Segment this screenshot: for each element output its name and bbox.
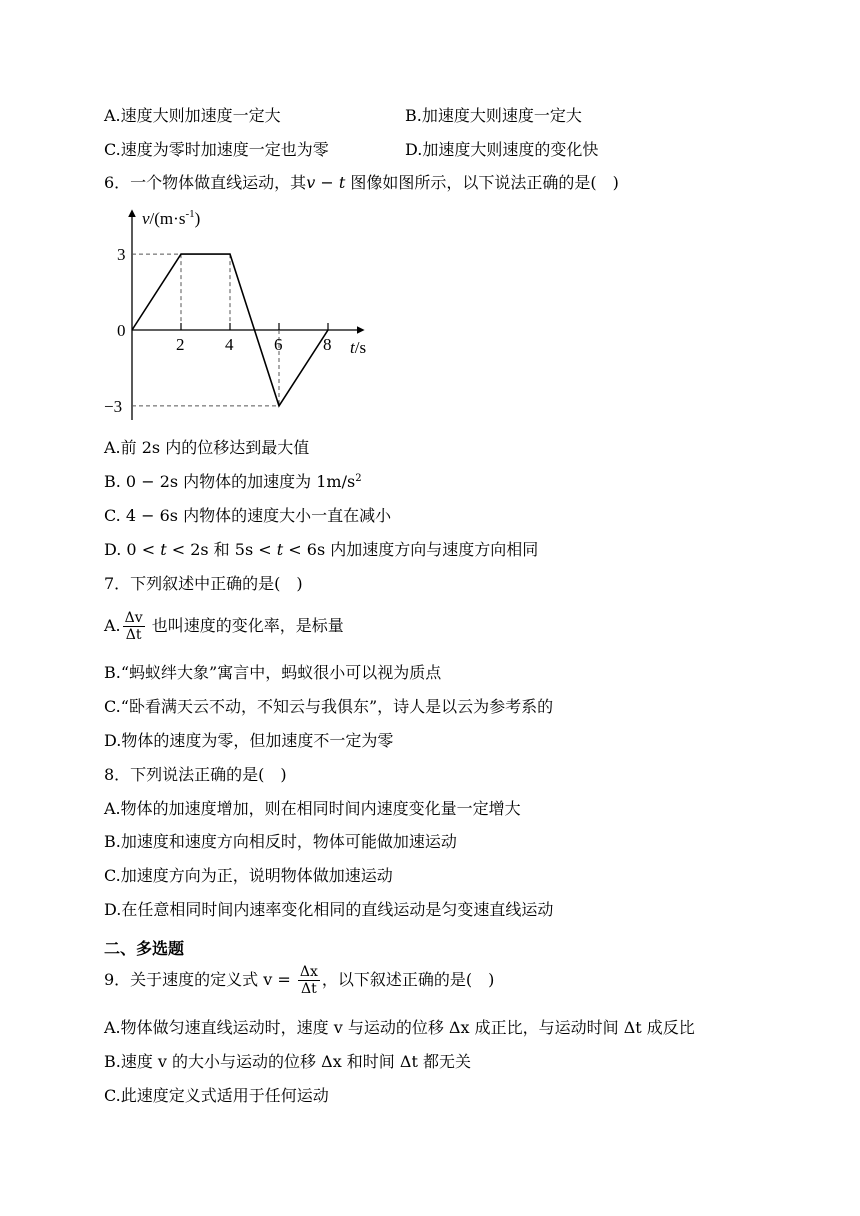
- y-axis-label-sup: -1: [185, 208, 195, 220]
- q7-option-b: B.“蚂蚁绊大象”寓言中，蚂蚁很小可以视为质点: [104, 663, 442, 682]
- q6-stem-prefix: 6．一个物体做直线运动，其: [104, 173, 307, 192]
- q9-stem-pre: 9．关于速度的定义式 v =: [104, 970, 296, 989]
- y-tick-label: 3: [117, 245, 126, 265]
- section-heading: 二、多选题: [104, 939, 185, 958]
- q7-option-a-pre: A.: [104, 616, 121, 635]
- q8-stem: 8．下列说法正确的是( ): [104, 765, 287, 784]
- q9-fraction: [298, 964, 320, 997]
- q6-option-d-var1: t: [160, 540, 167, 559]
- q9-option-a: A.物体做匀速直线运动时，速度 v 与运动的位移 Δx 成正比，与运动时间 Δt 成反比: [104, 1018, 695, 1037]
- q7-option-a: [104, 608, 344, 644]
- q6-option-b-text: B. 0 − 2s 内物体的加速度为 1m/s: [104, 472, 356, 491]
- q6-option-c: C. 4 − 6s 内物体的速度大小一直在减小: [104, 506, 392, 525]
- q9-fraction-den: Δt: [301, 981, 317, 997]
- q6-option-d-mid: < 2s 和 5s <: [166, 540, 277, 559]
- y-tick-label: 0: [117, 321, 126, 340]
- q5-option-b: B.加速度大则速度一定大: [405, 106, 582, 125]
- q7-fraction: [123, 610, 145, 643]
- q6-option-d-var2: t: [276, 540, 284, 559]
- q6-option-a: A.前 2s 内的位移达到最大值: [104, 438, 310, 457]
- q7-stem: 7．下列叙述中正确的是( ): [104, 574, 303, 593]
- q7-option-a-post: 也叫速度的变化率，是标量: [146, 616, 344, 635]
- q8-option-b: B.加速度和速度方向相反时，物体可能做加速运动: [104, 832, 457, 851]
- q9-option-b: B.速度 v 的大小与运动的位移 Δx 和时间 Δt 都无关: [104, 1052, 471, 1071]
- q7-fraction-num: Δv: [124, 610, 143, 626]
- q5-option-c: C.速度为零时加速度一定也为零: [104, 140, 329, 159]
- q9-option-c: C.此速度定义式适用于任何运动: [104, 1086, 329, 1105]
- x-axis-label: [350, 338, 366, 357]
- x-tick-label: 8: [323, 335, 332, 354]
- y-tick-label: −3: [104, 396, 123, 416]
- y-axis-label-close: ): [194, 209, 201, 228]
- x-tick-label: 4: [225, 335, 234, 354]
- q6-stem-var-t: t: [338, 173, 346, 192]
- y-axis-label-rest: /(m·s: [149, 209, 186, 228]
- q6-stem: [104, 173, 619, 193]
- q6-option-d-post: < 6s 内加速度方向与速度方向相同: [283, 540, 539, 559]
- x-tick-label: 6: [274, 335, 283, 354]
- q6-option-b: [104, 472, 362, 492]
- q9-stem-post: ，以下叙述正确的是( ): [321, 970, 495, 989]
- q8-option-a: A.物体的加速度增加，则在相同时间内速度变化量一定增大: [104, 799, 521, 818]
- q6-stem-var-v: v: [306, 173, 316, 192]
- q6-option-d: [104, 540, 538, 560]
- q5-option-a: A.速度大则加速度一定大: [104, 106, 281, 125]
- q8-option-d: D.在任意相同时间内速率变化相同的直线运动是匀变速直线运动: [104, 900, 554, 919]
- x-tick-label: 2: [176, 335, 185, 354]
- velocity-time-graph: [104, 200, 384, 430]
- q6-stem-suffix: 图像如图所示，以下说法正确的是( ): [345, 173, 619, 192]
- y-axis-label-var: v: [142, 209, 150, 228]
- q9-fraction-num: Δx: [299, 964, 318, 980]
- q6-option-b-sup: 2: [355, 473, 362, 484]
- q7-option-d: D.物体的速度为零，但加速度不一定为零: [104, 731, 394, 750]
- q5-option-d: D.加速度大则速度的变化快: [405, 140, 599, 159]
- q7-option-c: C.“卧看满天云不动，不知云与我俱东”，诗人是以云为参考系的: [104, 697, 554, 716]
- q9-stem: [104, 962, 494, 998]
- q6-option-d-pre: D. 0 <: [104, 540, 161, 559]
- y-axis-label: [142, 208, 200, 228]
- x-axis-label-unit: /s: [354, 338, 367, 357]
- x-axis-label-var: t: [350, 338, 355, 357]
- q6-stem-mid: −: [315, 173, 339, 192]
- q7-fraction-den: Δt: [125, 627, 142, 643]
- q8-option-c: C.加速度方向为正，说明物体做加速运动: [104, 866, 393, 885]
